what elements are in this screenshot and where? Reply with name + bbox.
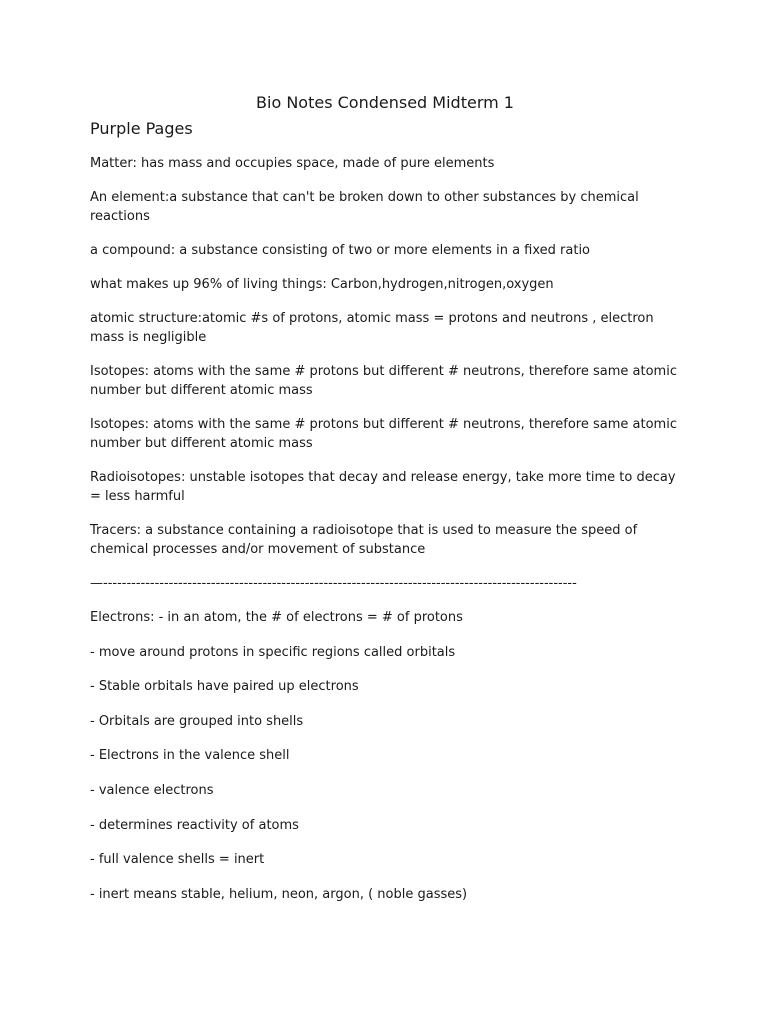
section-heading: Purple Pages	[90, 119, 193, 138]
paragraph-radioisotopes: Radioisotopes: unstable isotopes that decay and release energy, take more time to decay = less harmful	[90, 470, 676, 504]
paragraph-living-things: what makes up 96% of living things: Carbon,hydrogen,nitrogen,oxygen	[90, 277, 554, 292]
list-item: - move around protons in specific regions called orbitals	[90, 644, 456, 660]
paragraph-compound: a compound: a substance consisting of two or more elements in a fixed ratio	[90, 243, 591, 258]
dashed-divider: —-----------------------------------------------------------------------------------------------------	[90, 576, 577, 591]
list-item: - inert means stable, helium, neon, argon, ( noble gasses)	[90, 886, 468, 902]
list-item: - determines reactivity of atoms	[90, 817, 299, 833]
list-item: Electrons: - in an atom, the # of electrons = # of protons	[90, 610, 463, 625]
paragraph-isotopes-repeat: Isotopes: atoms with the same # protons but different # neutrons, therefore same atomic number but different atomic mass	[90, 417, 677, 451]
paragraph-tracers: Tracers: a substance containing a radioisotope that is used to measure the speed of chemical processes and/or movement of substance	[90, 523, 638, 557]
document-title: Bio Notes Condensed Midterm 1	[256, 93, 514, 112]
list-item: - full valence shells = inert	[90, 852, 265, 868]
paragraph-isotopes: Isotopes: atoms with the same # protons but different # neutrons, therefore same atomic number but different atomic mass	[90, 364, 677, 398]
paragraph-matter: Matter: has mass and occupies space, made of pure elements	[90, 156, 495, 171]
list-item: - Electrons in the valence shell	[90, 748, 290, 764]
document-page	[90, 93, 680, 919]
list-item: - Stable orbitals have paired up electrons	[90, 679, 359, 695]
paragraph-element: An element:a substance that can't be broken down to other substances by chemical reactions	[90, 190, 639, 224]
paragraph-atomic-structure: atomic structure:atomic #s of protons, atomic mass = protons and neutrons , electron mass is negligible	[90, 311, 654, 345]
list-item: - Orbitals are grouped into shells	[90, 713, 304, 729]
list-item: - valence electrons	[90, 782, 214, 798]
